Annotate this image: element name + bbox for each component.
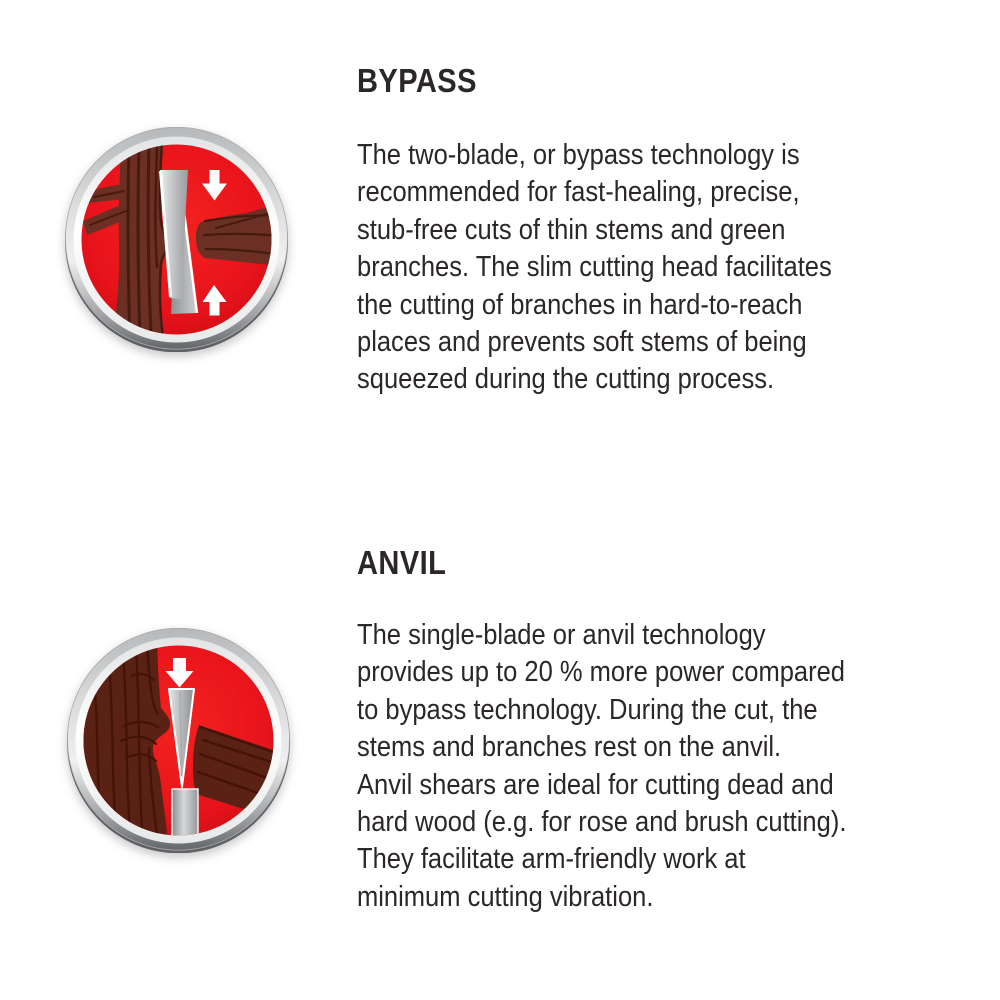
anvil-heading: ANVIL	[357, 544, 447, 581]
paragraph-line: branches. The slim cutting head facilitates	[357, 251, 832, 284]
paragraph-line: Anvil shears are ideal for cutting dead and	[357, 768, 834, 801]
paragraph-line: to bypass technology. During the cut, the	[357, 693, 818, 726]
paragraph-line: The single-blade or anvil technology	[357, 619, 766, 651]
paragraph-line: stems and branches rest on the anvil.	[357, 731, 782, 764]
paragraph-line: recommended for fast-healing, precise,	[357, 176, 800, 209]
paragraph-line: minimum cutting vibration.	[357, 880, 654, 913]
bypass-paragraph	[357, 137, 938, 399]
anvil-shears-icon	[66, 628, 291, 853]
bypass-section	[357, 63, 938, 399]
paragraph-line: The two-blade, or bypass technology is	[357, 139, 800, 171]
anvil-paragraph	[357, 617, 938, 916]
bypass-shears-illustration	[64, 127, 289, 352]
paragraph-line: hard wood (e.g. for rose and brush cutting).	[357, 806, 847, 839]
anvil-section	[357, 545, 938, 916]
bypass-heading: BYPASS	[357, 62, 477, 99]
paragraph-line: squeezed during the cutting process.	[357, 363, 775, 396]
paragraph-line: stub-free cuts of thin stems and green	[357, 213, 786, 246]
bypass-shears-icon	[64, 127, 289, 352]
paragraph-line: the cutting of branches in hard-to-reach	[357, 288, 803, 321]
paragraph-line: They facilitate arm-friendly work at	[357, 843, 746, 876]
paragraph-line: places and prevents soft stems of being	[357, 326, 807, 359]
anvil-shears-illustration	[66, 628, 291, 853]
paragraph-line: provides up to 20 % more power compared	[357, 656, 845, 689]
